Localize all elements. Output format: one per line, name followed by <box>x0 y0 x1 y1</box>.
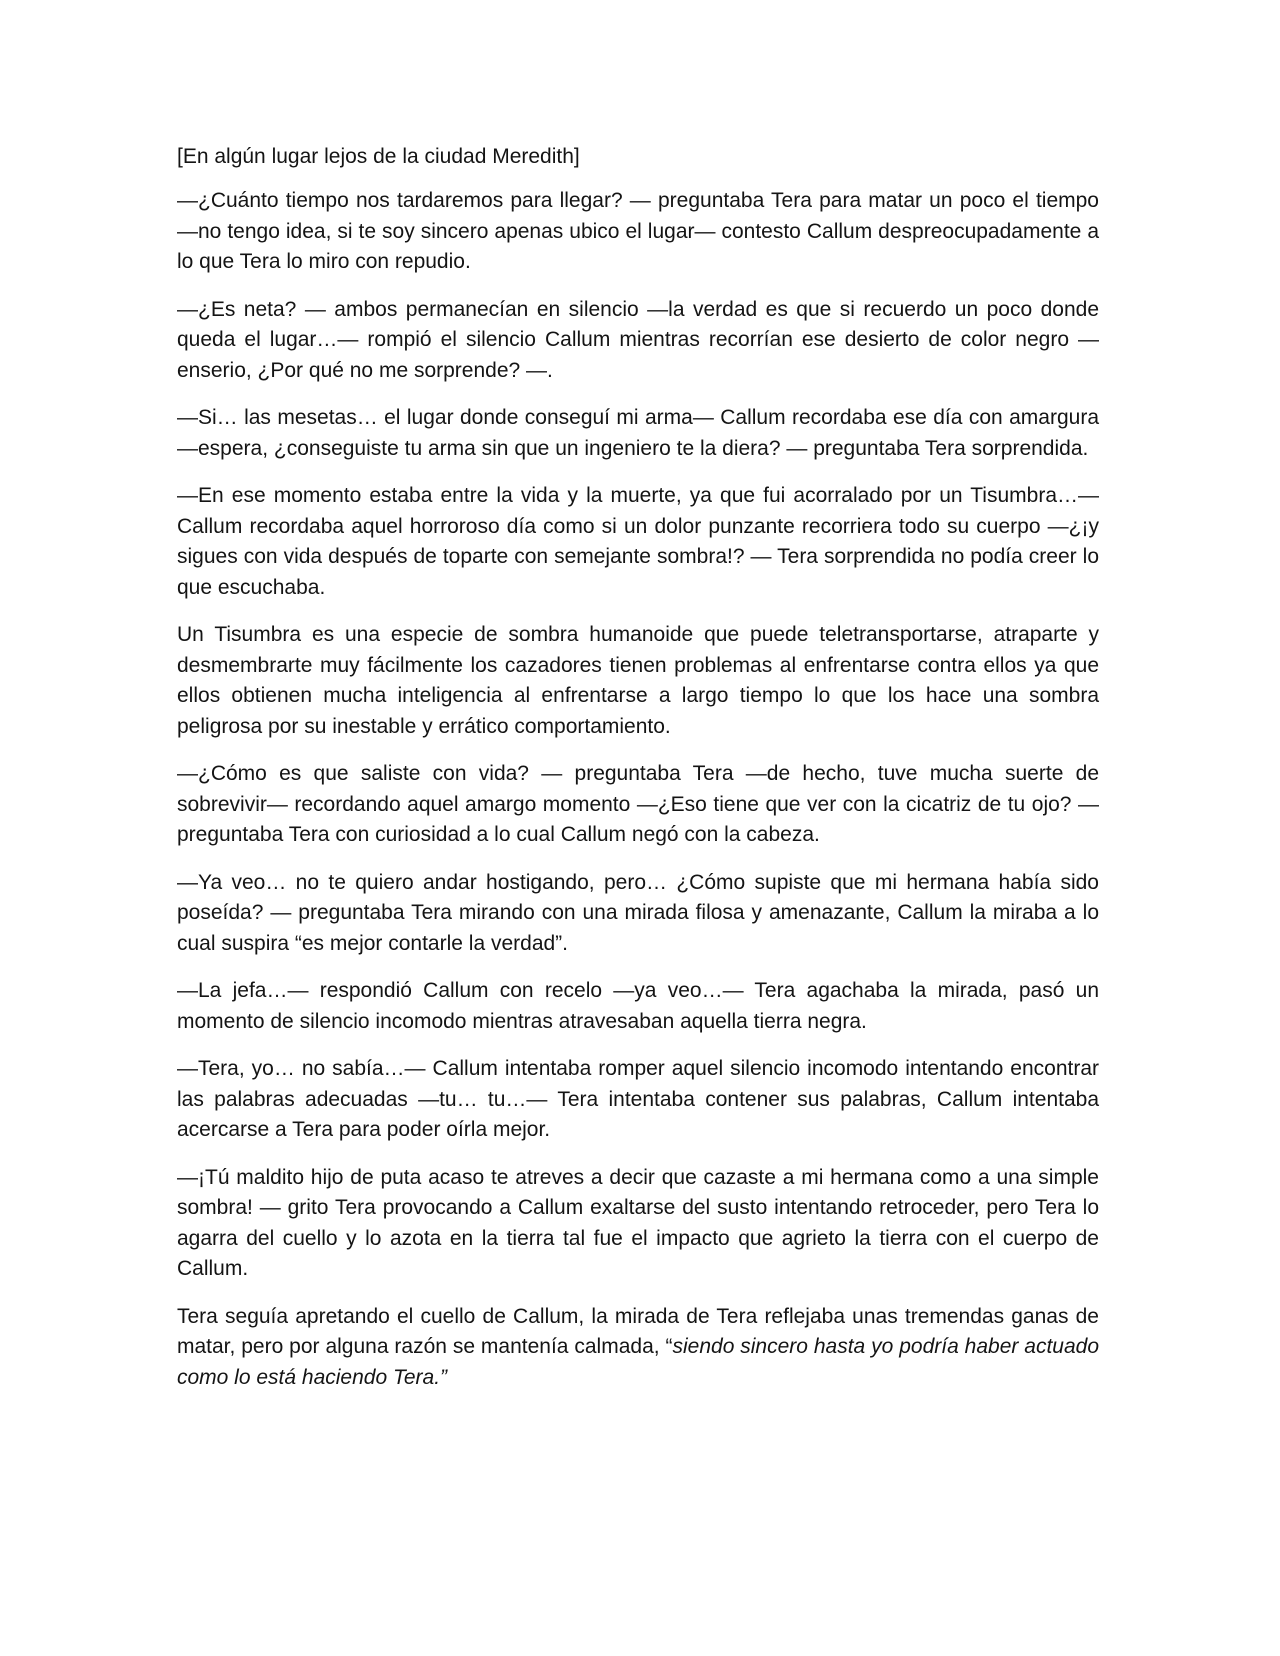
paragraph-2: —¿Es neta? — ambos permanecían en silencio —la verdad es que si recuerdo un poco donde queda el lugar…— rompió el silencio Callum mientras recorrían ese desierto de color negro —enserio, ¿Por qué no me sorprende? —. <box>177 297 1099 382</box>
paragraph-3: —Si… las mesetas… el lugar donde conseguí mi arma— Callum recordaba ese día con amargura —espera, ¿conseguiste tu arma sin que un ingeniero te la diera? — preguntaba Tera sorprendida. <box>177 406 1099 460</box>
paragraph-4: —En ese momento estaba entre la vida y la muerte, ya que fui acorralado por un Tisumbra…— Callum recordaba aquel horroroso día como si un dolor punzante recorriera todo su cuerpo —¿¡y sigues con vida después de toparte con semejante sombra!? — Tera sorprendida no podía creer lo que escuchaba. <box>177 484 1099 599</box>
paragraph-9: —Tera, yo… no sabía…— Callum intentaba romper aquel silencio incomodo intentando encontrar las palabras adecuadas —tu… tu…— Tera intentaba contener sus palabras, Callum intentaba acercarse a Tera para poder oírla mejor. <box>177 1057 1099 1141</box>
paragraph-11-text: Tera seguía apretando el cuello de Callum, la mirada de Tera reflejaba unas tremendas ganas de matar, pero por alguna razón se mantenía calmada, “ <box>177 1304 1099 1358</box>
paragraph-10: —¡Tú maldito hijo de puta acaso te atreves a decir que cazaste a mi hermana como a una simple sombra! — grito Tera provocando a Callum exaltarse del susto intentando retroceder, pero Tera lo agarra del cuello y lo azota en la tierra tal fue el impacto que agrieto la tierra con el cuerpo de Callum. <box>177 1165 1099 1280</box>
paragraph-11 <box>177 1302 1099 1394</box>
scene-heading: [En algún lugar lejos de la ciudad Meredith] <box>177 145 580 168</box>
paragraph-8: —La jefa…— respondió Callum con recelo —ya veo…— Tera agachaba la mirada, pasó un momento de silencio incomodo mientras atravesaban aquella tierra negra. <box>177 979 1099 1033</box>
paragraph-11-italic: siendo sincero hasta yo podría haber actuado como lo está haciendo Tera.” <box>177 1335 1100 1389</box>
paragraph-6: —¿Cómo es que saliste con vida? — preguntaba Tera —de hecho, tuve mucha suerte de sobrevivir— recordando aquel amargo momento —¿Eso tiene que ver con la cicatriz de tu ojo? — preguntaba Tera con curiosidad a lo cual Callum negó con la cabeza. <box>177 762 1099 846</box>
document-body <box>177 142 1099 1410</box>
paragraph-1: —¿Cuánto tiempo nos tardaremos para llegar? — preguntaba Tera para matar un poco el tiempo —no tengo idea, si te soy sincero apenas ubico el lugar— contesto Callum despreocupadamente a lo que Tera lo miro con repudio. <box>177 189 1099 273</box>
paragraph-5: Un Tisumbra es una especie de sombra humanoide que puede teletransportarse, atraparte y desmembrarte muy fácilmente los cazadores tienen problemas al enfrentarse contra ellos ya que ellos obtienen mucha inteligencia al enfrentarse a largo tiempo lo que los hace una sombra peligrosa por su inestable y errático comportamiento. <box>177 623 1099 738</box>
paragraph-7: —Ya veo… no te quiero andar hostigando, pero… ¿Cómo supiste que mi hermana había sido poseída? — preguntaba Tera mirando con una mirada filosa y amenazante, Callum la miraba a lo cual suspira “es mejor contarle la verdad”. <box>177 870 1099 955</box>
